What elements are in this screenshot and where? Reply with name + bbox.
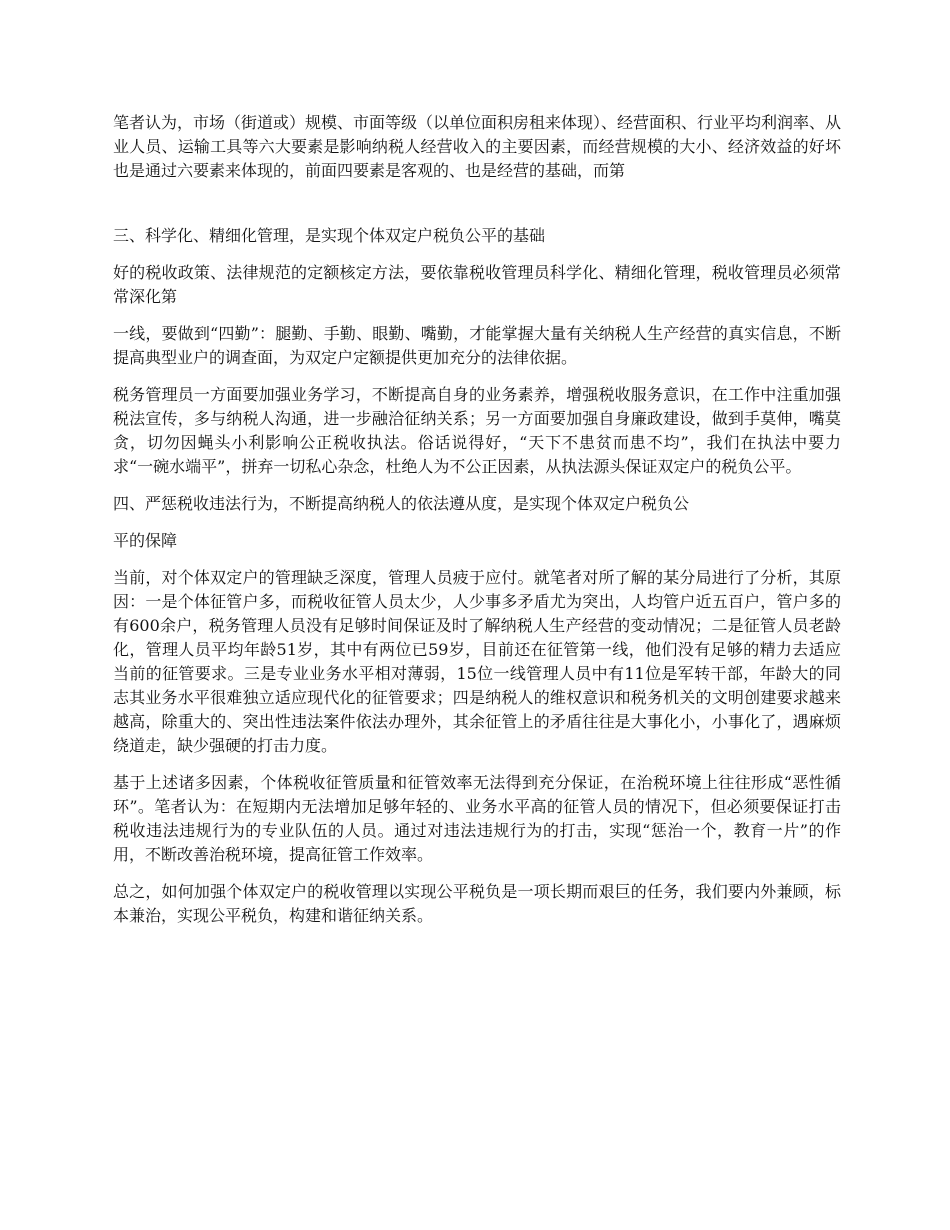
paragraph-tax-manager: 税务管理员一方面要加强业务学习，不断提高自身的业务素养，增强税收服务意识，在工作中注重加强税法宣传，多与纳税人沟通，进一步融洽征纳关系；另一方面要加强自身廉政建设，做到手莫伸，嘴莫贪，切勿因蝇头小利影响公正税收执法。俗话说得好，“天下不患贫而患不均”，我们在执法中要力求“一碗水端平”，拼弃一切私心杂念，杜绝人为不公正因素，从执法源头保证双定户的税负公平。	[113, 385, 841, 476]
section-heading-4-continued: 平的保障	[113, 531, 178, 550]
paragraph-gap	[113, 196, 841, 224]
paragraph-factors: 基于上述诸多因素，个体税收征管质量和征管效率无法得到充分保证，在治税环境上往往形成“恶性循环”。笔者认为：在短期内无法增加足够年轻的、业务水平高的征管人员的情况下，但必须要保证打击税收违法违规行为的专业队伍的人员。通过对违法违规行为的打击，实现“惩治一个，教育一片”的作用，不断改善治税环境，提高征管工作效率。	[113, 773, 841, 864]
section-heading-3: 三、科学化、精细化管理，是实现个体双定户税负公平的基础	[113, 226, 546, 245]
paragraph-intro: 笔者认为，市场（街道或）规模、市面等级（以单位面积房租来体现）、经营面积、行业平均利润率、从业人员、运输工具等六大要素是影响纳税人经营收入的主要因素，而经营规模的大小、经济效益的好坏也是通过六要素来体现的，前面四要素是客观的、也是经营的基础，而第	[113, 113, 842, 180]
section-heading-4: 四、严惩税收违法行为，不断提高纳税人的依法遵从度，是实现个体双定户税负公	[113, 494, 690, 513]
paragraph-policy: 好的税收政策、法律规范的定额核定方法，要依靠税收管理员科学化、精细化管理，税收管理员必须常常深化第	[113, 263, 841, 306]
paragraph-current-situation: 当前，对个体双定户的管理缺乏深度，管理人员疲于应付。就笔者对所了解的某分局进行了分析，其原因：一是个体征管户多，而税收征管人员太少，人少事多矛盾尤为突出，人均管户近五百户，管户多的有600余户，税务管理人员没有足够时间保证及时了解纳税人生产经营的变动情况；二是征管人员老龄化，管理人员平均年龄51岁，其中有两位已59岁，目前还在征管第一线，他们没有足够的精力去适应当前的征管要求。三是专业业务水平相对薄弱，15位一线管理人员中有11位是军转干部，年龄大的同志其业务水平很难独立适应现代化的征管要求；四是纳税人的维权意识和税务机关的文明创建要求越来越高，除重大的、突出性违法案件依法办理外，其余征管上的矛盾往往是大事化小，小事化了，遇麻烦绕道走，缺少强硬的打击力度。	[113, 568, 841, 755]
paragraph-four-diligence: 一线，要做到“四勤”：腿勤、手勤、眼勤、嘴勤，才能掌握大量有关纳税人生产经营的真实信息，不断提高典型业户的调查面，为双定户定额提供更加充分的法律依据。	[113, 324, 841, 367]
paragraph-conclusion: 总之，如何加强个体双定户的税收管理以实现公平税负是一项长期而艰巨的任务，我们要内外兼顾，标本兼治，实现公平税负，构建和谐征纳关系。	[113, 882, 841, 925]
document-page	[113, 111, 841, 941]
